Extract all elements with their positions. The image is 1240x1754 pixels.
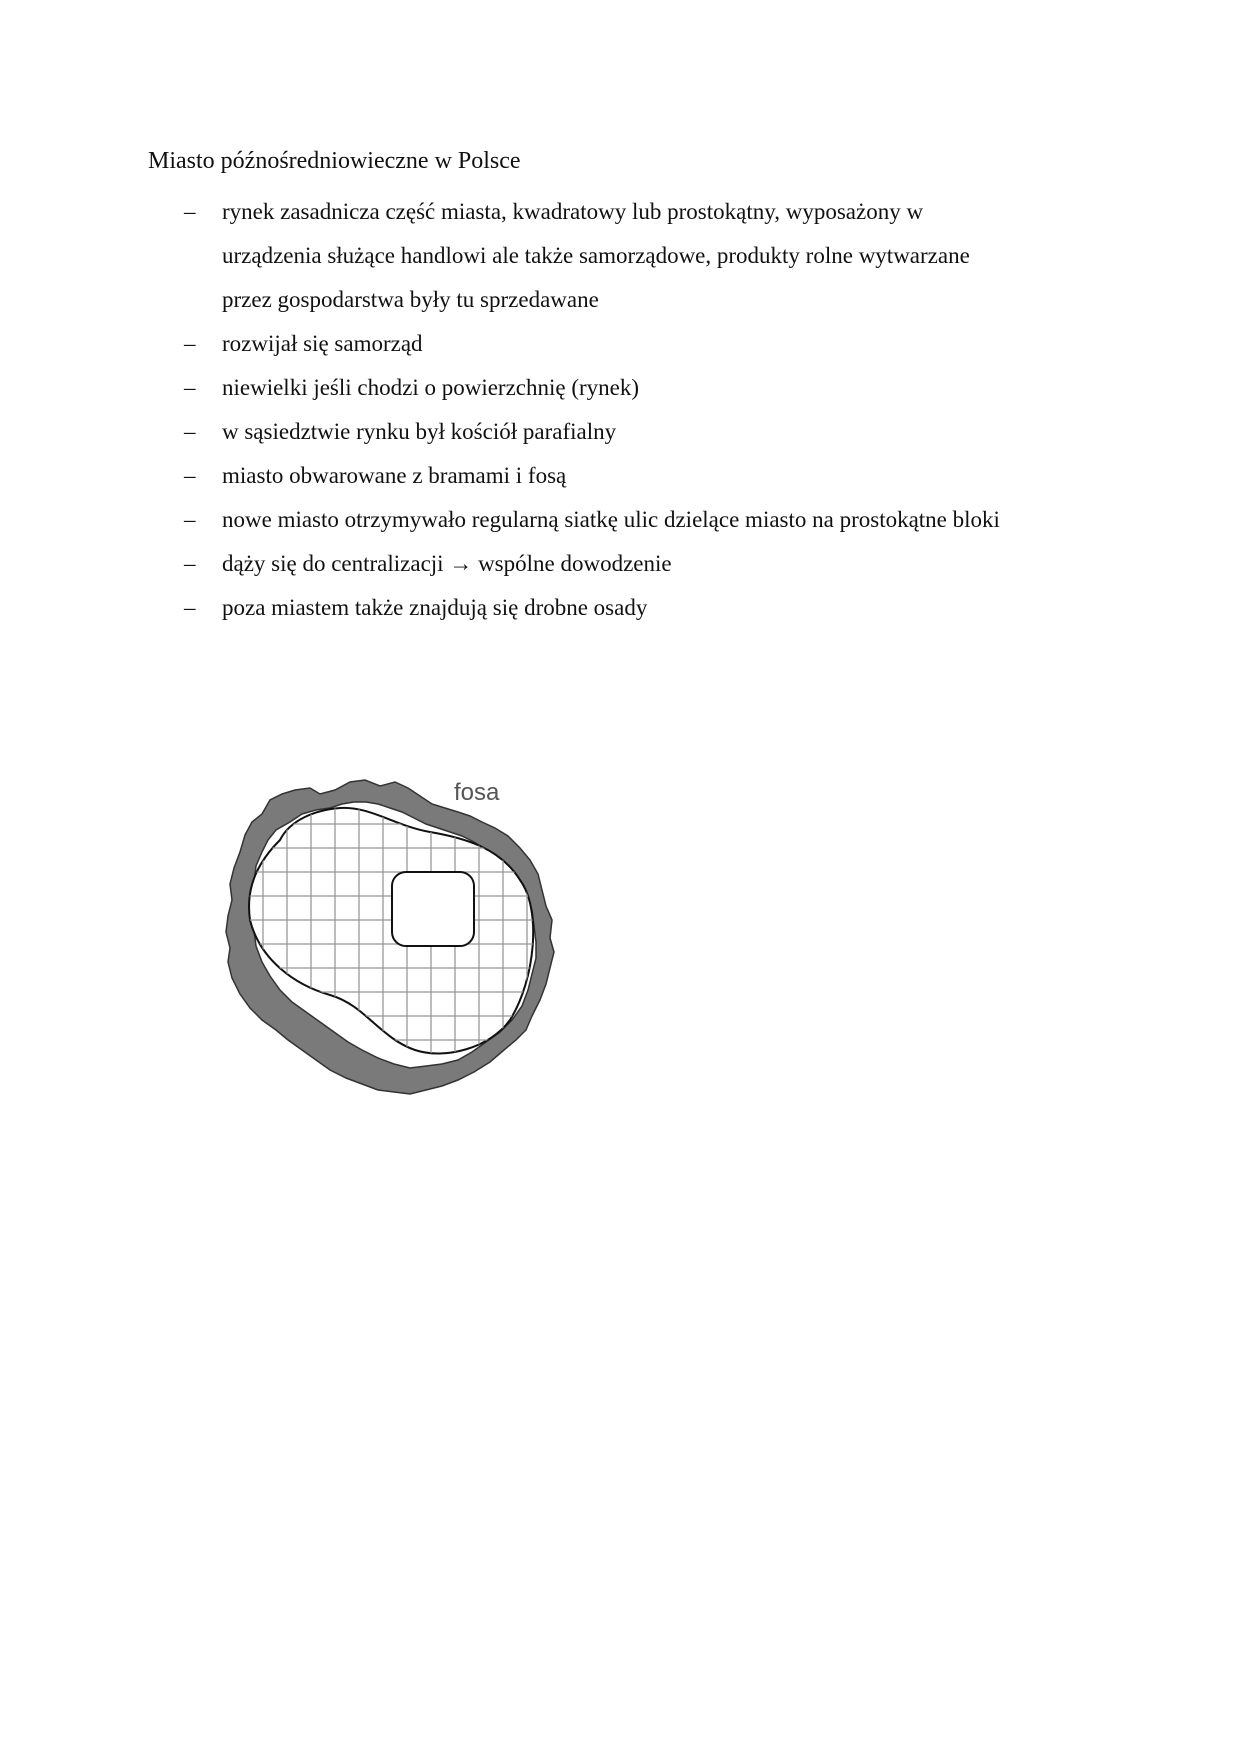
- list-item: [0, 190, 1102, 234]
- page-title: Miasto późnośredniowieczne w Polsce: [148, 148, 521, 174]
- list-item-continuation: [0, 278, 1102, 322]
- list-item: [0, 542, 1102, 586]
- list-item: [0, 498, 1102, 542]
- bullet-dash: –: [184, 551, 196, 576]
- list-item-text: w sąsiedztwie rynku był kościół parafialny: [222, 419, 617, 444]
- bullet-dash: –: [184, 463, 196, 488]
- list-item-text: przez gospodarstwa były tu sprzedawane: [222, 287, 599, 312]
- bullet-dash: –: [184, 507, 196, 532]
- list-item-text: miasto obwarowane z bramami i fosą: [222, 463, 567, 488]
- town-plan-svg: [220, 770, 640, 1150]
- town-plan-figure: [220, 770, 640, 1150]
- list-item: [0, 322, 1102, 366]
- list-item-text: poza miastem także znajdują się drobne osady: [222, 595, 648, 620]
- list-item: [0, 410, 1102, 454]
- list-item: [0, 366, 1102, 410]
- list-item-text: nowe miasto otrzymywało regularną siatkę ulic dzielące miasto na prostokątne bloki: [222, 507, 1000, 532]
- list-item: [0, 586, 1102, 630]
- bullet-dash: –: [184, 331, 196, 356]
- list-item-text: rynek zasadnicza część miasta, kwadratowy lub prostokątny, wyposażony w: [222, 199, 924, 224]
- list-item-continuation: [0, 234, 1102, 278]
- moat-label: fosa: [454, 779, 500, 806]
- list-item-text: rozwijał się samorząd: [222, 331, 423, 356]
- list-item: [0, 454, 1102, 498]
- bullet-dash: –: [184, 419, 196, 444]
- bullet-dash: –: [184, 595, 196, 620]
- list-item-text: dąży się do centralizacji → wspólne dowodzenie: [222, 551, 672, 576]
- bullet-dash: –: [184, 375, 196, 400]
- list-item-text: urządzenia służące handlowi ale także samorządowe, produkty rolne wytwarzane: [222, 243, 970, 268]
- bullet-list: [0, 190, 1240, 630]
- list-item-text: niewielki jeśli chodzi o powierzchnię (rynek): [222, 375, 640, 400]
- market-square: [392, 872, 474, 946]
- bullet-dash: –: [184, 199, 196, 224]
